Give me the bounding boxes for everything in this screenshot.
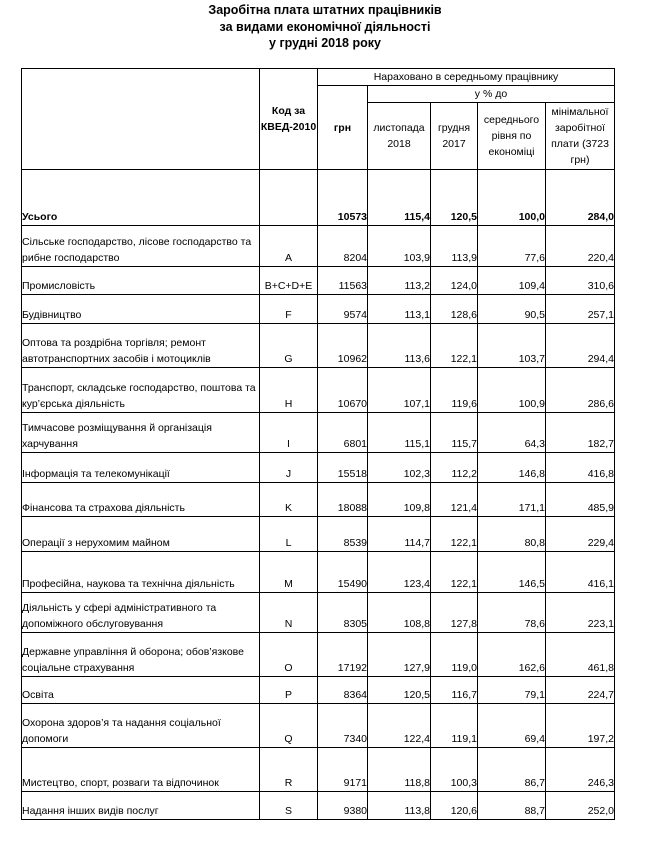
row-pct-nov-2018: 113,2 [368, 267, 431, 295]
row-uah-value: 6801 [318, 413, 368, 453]
row-uah-value: 10573 [318, 170, 368, 226]
row-kved-code: O [260, 633, 318, 677]
row-pct-dec-2017: 122,1 [431, 324, 478, 368]
row-activity-name: Державне управління й оборона; обов’язкове соціальне страхування [22, 633, 260, 677]
row-pct-dec-2017: 122,1 [431, 517, 478, 552]
row-activity-name: Тимчасове розміщування й організація харчування [22, 413, 260, 453]
row-pct-dec-2017: 120,5 [431, 170, 478, 226]
row-pct-avg-economy: 80,8 [478, 517, 546, 552]
row-pct-avg-economy: 100,9 [478, 368, 546, 413]
row-pct-nov-2018: 114,7 [368, 517, 431, 552]
row-activity-name: Мистецтво, спорт, розваги та відпочинок [22, 748, 260, 792]
row-pct-nov-2018: 122,4 [368, 704, 431, 748]
row-pct-avg-economy: 109,4 [478, 267, 546, 295]
header-code: Код за КВЕД-2010 [260, 69, 318, 170]
row-uah-value: 8204 [318, 226, 368, 267]
row-pct-nov-2018: 107,1 [368, 368, 431, 413]
row-uah-value: 10670 [318, 368, 368, 413]
row-pct-avg-economy: 78,6 [478, 593, 546, 633]
row-pct-nov-2018: 103,9 [368, 226, 431, 267]
row-pct-avg-economy: 103,7 [478, 324, 546, 368]
row-uah-value: 9380 [318, 792, 368, 820]
header-dec-2017: грудня 2017 [431, 103, 478, 170]
row-uah-value: 8539 [318, 517, 368, 552]
row-kved-code: A [260, 226, 318, 267]
table-row [22, 483, 615, 517]
row-uah-value: 8364 [318, 677, 368, 704]
row-pct-avg-economy: 90,5 [478, 295, 546, 324]
row-uah-value: 7340 [318, 704, 368, 748]
row-kved-code: J [260, 453, 318, 483]
row-activity-name: Транспорт, складське господарство, поштова та кур’єрська діяльність [22, 368, 260, 413]
row-uah-value: 15518 [318, 453, 368, 483]
row-pct-dec-2017: 128,6 [431, 295, 478, 324]
row-activity-name: Професійна, наукова та технічна діяльність [22, 552, 260, 593]
row-pct-avg-economy: 69,4 [478, 704, 546, 748]
row-pct-avg-economy: 100,0 [478, 170, 546, 226]
table-row [22, 792, 615, 820]
row-uah-value: 10962 [318, 324, 368, 368]
salary-table [21, 68, 615, 820]
row-pct-dec-2017: 121,4 [431, 483, 478, 517]
row-kved-code [260, 170, 318, 226]
title-line-2: за видами економічної діяльності [219, 19, 431, 34]
row-kved-code: N [260, 593, 318, 633]
row-kved-code: Q [260, 704, 318, 748]
row-pct-min-wage: 220,4 [546, 226, 615, 267]
row-pct-dec-2017: 119,0 [431, 633, 478, 677]
row-kved-code: R [260, 748, 318, 792]
row-uah-value: 15490 [318, 552, 368, 593]
row-pct-dec-2017: 116,7 [431, 677, 478, 704]
row-pct-avg-economy: 162,6 [478, 633, 546, 677]
header-avg-economy: середнього рівня по економіці [478, 103, 546, 170]
row-uah-value: 9574 [318, 295, 368, 324]
row-pct-nov-2018: 113,8 [368, 792, 431, 820]
row-kved-code: B+C+D+E [260, 267, 318, 295]
table-row [22, 368, 615, 413]
row-pct-avg-economy: 88,7 [478, 792, 546, 820]
row-pct-dec-2017: 113,9 [431, 226, 478, 267]
row-pct-dec-2017: 119,6 [431, 368, 478, 413]
report-title [0, 2, 650, 52]
row-pct-min-wage: 252,0 [546, 792, 615, 820]
row-pct-nov-2018: 118,8 [368, 748, 431, 792]
row-kved-code: L [260, 517, 318, 552]
row-pct-min-wage: 197,2 [546, 704, 615, 748]
table-row [22, 704, 615, 748]
row-activity-name: Освіта [22, 677, 260, 704]
row-pct-min-wage: 246,3 [546, 748, 615, 792]
row-pct-dec-2017: 127,8 [431, 593, 478, 633]
row-pct-dec-2017: 124,0 [431, 267, 478, 295]
row-pct-min-wage: 257,1 [546, 295, 615, 324]
row-activity-name: Оптова та роздрібна торгівля; ремонт автотранспортних засобів і мотоциклів [22, 324, 260, 368]
row-pct-avg-economy: 146,8 [478, 453, 546, 483]
row-uah-value: 11563 [318, 267, 368, 295]
row-uah-value: 17192 [318, 633, 368, 677]
row-pct-nov-2018: 108,8 [368, 593, 431, 633]
total-row [22, 170, 615, 226]
row-pct-dec-2017: 119,1 [431, 704, 478, 748]
row-pct-min-wage: 224,7 [546, 677, 615, 704]
row-uah-value: 8305 [318, 593, 368, 633]
row-pct-dec-2017: 115,7 [431, 413, 478, 453]
row-pct-min-wage: 485,9 [546, 483, 615, 517]
row-pct-min-wage: 223,1 [546, 593, 615, 633]
row-kved-code: P [260, 677, 318, 704]
row-pct-nov-2018: 113,6 [368, 324, 431, 368]
row-pct-dec-2017: 112,2 [431, 453, 478, 483]
row-activity-name: Усього [22, 170, 260, 226]
row-pct-nov-2018: 120,5 [368, 677, 431, 704]
table-row [22, 453, 615, 483]
row-pct-min-wage: 286,6 [546, 368, 615, 413]
row-pct-nov-2018: 123,4 [368, 552, 431, 593]
title-line-3: у грудні 2018 року [269, 36, 381, 50]
row-pct-min-wage: 310,6 [546, 267, 615, 295]
row-pct-min-wage: 229,4 [546, 517, 615, 552]
row-kved-code: M [260, 552, 318, 593]
header-percent-to: у % до [368, 86, 615, 103]
title-line-1: Заробітна плата штатних працівників [208, 3, 442, 17]
row-pct-nov-2018: 115,1 [368, 413, 431, 453]
table-row [22, 552, 615, 593]
row-pct-min-wage: 416,8 [546, 453, 615, 483]
row-pct-avg-economy: 146,5 [478, 552, 546, 593]
row-kved-code: S [260, 792, 318, 820]
row-activity-name: Промисловість [22, 267, 260, 295]
row-pct-dec-2017: 100,3 [431, 748, 478, 792]
table-row [22, 593, 615, 633]
row-pct-avg-economy: 77,6 [478, 226, 546, 267]
table-row [22, 267, 615, 295]
row-pct-avg-economy: 86,7 [478, 748, 546, 792]
table-row [22, 413, 615, 453]
header-name-cell [22, 69, 260, 170]
row-pct-nov-2018: 113,1 [368, 295, 431, 324]
header-accrued: Нараховано в середньому працівнику [318, 69, 615, 86]
row-activity-name: Охорона здоров’я та надання соціальної допомоги [22, 704, 260, 748]
row-activity-name: Фінансова та страхова діяльність [22, 483, 260, 517]
row-pct-min-wage: 182,7 [546, 413, 615, 453]
row-activity-name: Надання інших видів послуг [22, 792, 260, 820]
row-pct-avg-economy: 64,3 [478, 413, 546, 453]
row-activity-name: Інформація та телекомунікації [22, 453, 260, 483]
row-kved-code: H [260, 368, 318, 413]
table-row [22, 677, 615, 704]
row-kved-code: K [260, 483, 318, 517]
row-kved-code: I [260, 413, 318, 453]
header-min-wage: мінімальної заробітної плати (3723 грн) [546, 103, 615, 170]
row-uah-value: 18088 [318, 483, 368, 517]
row-kved-code: F [260, 295, 318, 324]
row-pct-avg-economy: 79,1 [478, 677, 546, 704]
table-row [22, 517, 615, 552]
row-pct-dec-2017: 122,1 [431, 552, 478, 593]
row-activity-name: Операції з нерухомим майном [22, 517, 260, 552]
row-pct-nov-2018: 127,9 [368, 633, 431, 677]
table-row [22, 295, 615, 324]
row-activity-name: Будівництво [22, 295, 260, 324]
row-pct-nov-2018: 109,8 [368, 483, 431, 517]
row-pct-avg-economy: 171,1 [478, 483, 546, 517]
table-row [22, 324, 615, 368]
row-activity-name: Діяльність у сфері адміністративного та допоміжного обслуговування [22, 593, 260, 633]
row-uah-value: 9171 [318, 748, 368, 792]
row-pct-nov-2018: 115,4 [368, 170, 431, 226]
row-pct-min-wage: 416,1 [546, 552, 615, 593]
row-pct-min-wage: 294,4 [546, 324, 615, 368]
row-kved-code: G [260, 324, 318, 368]
header-nov-2018: листопада 2018 [368, 103, 431, 170]
row-activity-name: Сільське господарство, лісове господарство та рибне господарство [22, 226, 260, 267]
row-pct-nov-2018: 102,3 [368, 453, 431, 483]
row-pct-min-wage: 461,8 [546, 633, 615, 677]
table-row [22, 748, 615, 792]
header-uah: грн [318, 86, 368, 170]
row-pct-min-wage: 284,0 [546, 170, 615, 226]
table-row [22, 633, 615, 677]
row-pct-dec-2017: 120,6 [431, 792, 478, 820]
table-row [22, 226, 615, 267]
